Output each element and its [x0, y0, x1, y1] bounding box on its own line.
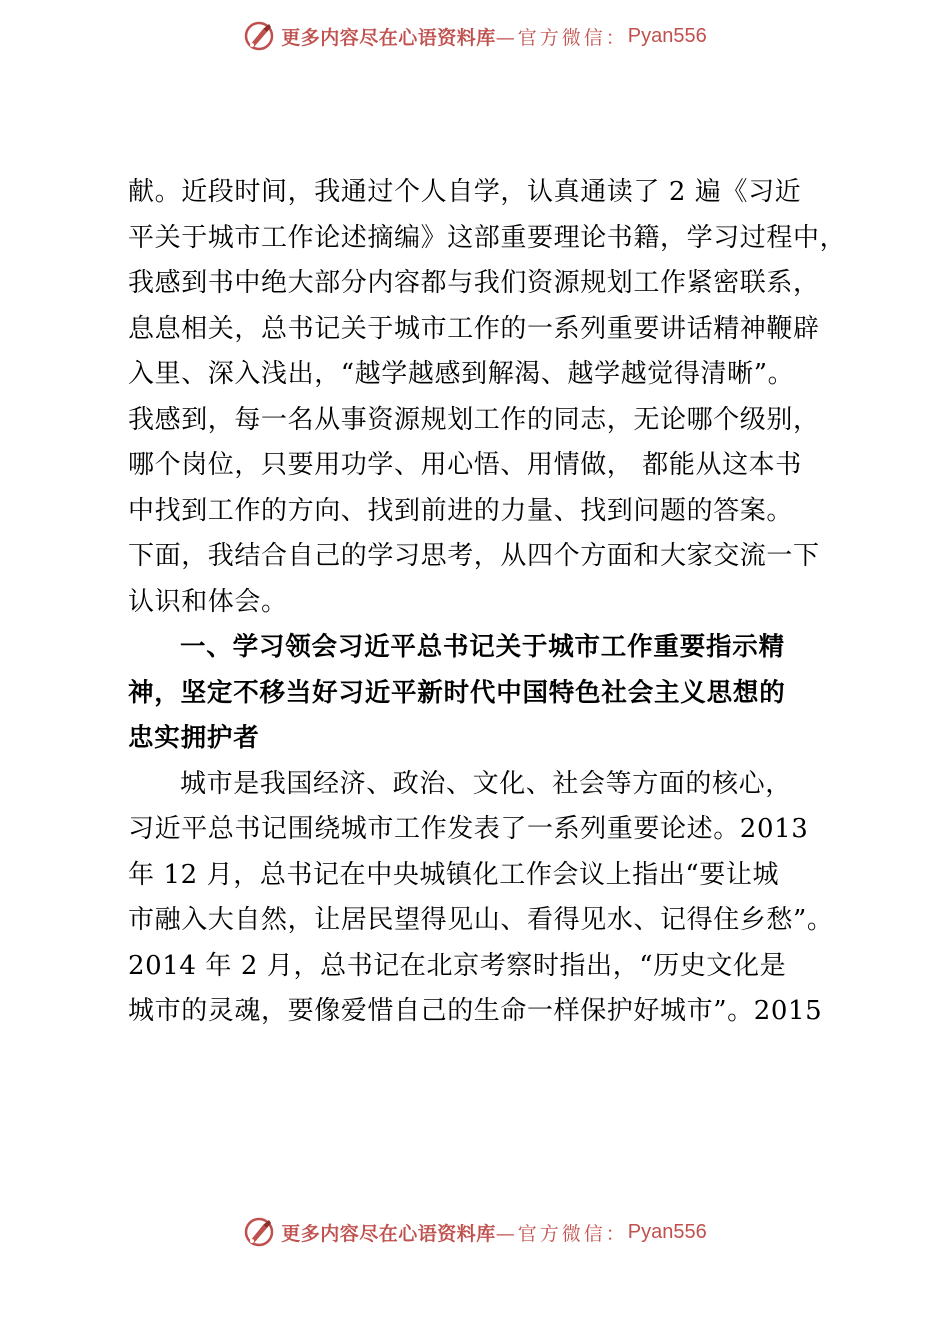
- banner-wechat-id: Pyan556: [627, 1220, 707, 1243]
- banner-wechat-id: Pyan556: [627, 24, 707, 47]
- text-line: 认识和体会。: [128, 586, 288, 617]
- paragraph-intro: [128, 170, 848, 625]
- footer-banner: [0, 1214, 950, 1250]
- text-line: 平关于城市工作论述摘编》这部重要理论书籍，学习过程中，: [128, 222, 847, 253]
- text-line: 城市的灵魂，要像爱惜自己的生命一样保护好城市”。2015: [128, 996, 823, 1026]
- text-line: 入里、深入浅出，“越学越感到解渴、越学越觉得清晰”。: [128, 359, 795, 389]
- text-line: 年 12 月，总书记在中央城镇化工作会议上指出“要让城: [128, 859, 780, 890]
- text-line: 献。近段时间，我通过个人自学，认真通读了 2 遍《习近: [128, 177, 802, 207]
- heading-line: 神，坚定不移当好习近平新时代中国特色社会主义思想的: [128, 677, 786, 708]
- section-heading-1: [128, 625, 848, 762]
- text-line: 我感到，每一名从事资源规划工作的同志，无论哪个级别，: [128, 404, 820, 435]
- banner-wechat-label: —官方微信：: [495, 26, 628, 49]
- text-line: 市融入大自然，让居民望得见山、看得见水、记得住乡愁”。: [128, 905, 834, 935]
- pen-logo-icon: [243, 20, 275, 52]
- banner-title: 更多内容尽在心语资料库: [281, 1222, 496, 1245]
- banner-wechat-label: —官方微信：: [495, 1222, 628, 1245]
- document-body: [128, 170, 848, 1035]
- heading-line: 一、学习领会习近平总书记关于城市工作重要指示精: [180, 632, 785, 662]
- paragraph-city: [128, 762, 848, 1035]
- text-line: 息息相关，总书记关于城市工作的一系列重要讲话精神鞭辟: [128, 313, 820, 344]
- heading-line: 忠实拥护者: [128, 723, 260, 753]
- text-line: 中找到工作的方向、找到前进的力量、找到问题的答案。: [128, 495, 794, 526]
- text-line: 我感到书中绝大部分内容都与我们资源规划工作紧密联系，: [128, 268, 820, 298]
- header-banner: [0, 18, 950, 54]
- pen-logo-icon: [243, 1216, 275, 1248]
- text-line: 哪个岗位，只要用功学、用心悟、用情做， 都能从这本书: [128, 450, 802, 480]
- text-line: 习近平总书记围绕城市工作发表了一系列重要论述。2013: [128, 814, 809, 844]
- text-line: 城市是我国经济、政治、文化、社会等方面的核心，: [180, 768, 792, 799]
- banner-title: 更多内容尽在心语资料库: [281, 26, 496, 49]
- text-line: 下面，我结合自己的学习思考，从四个方面和大家交流一下: [128, 541, 820, 571]
- text-line: 2014 年 2 月，总书记在北京考察时指出，“历史文化是: [128, 950, 787, 981]
